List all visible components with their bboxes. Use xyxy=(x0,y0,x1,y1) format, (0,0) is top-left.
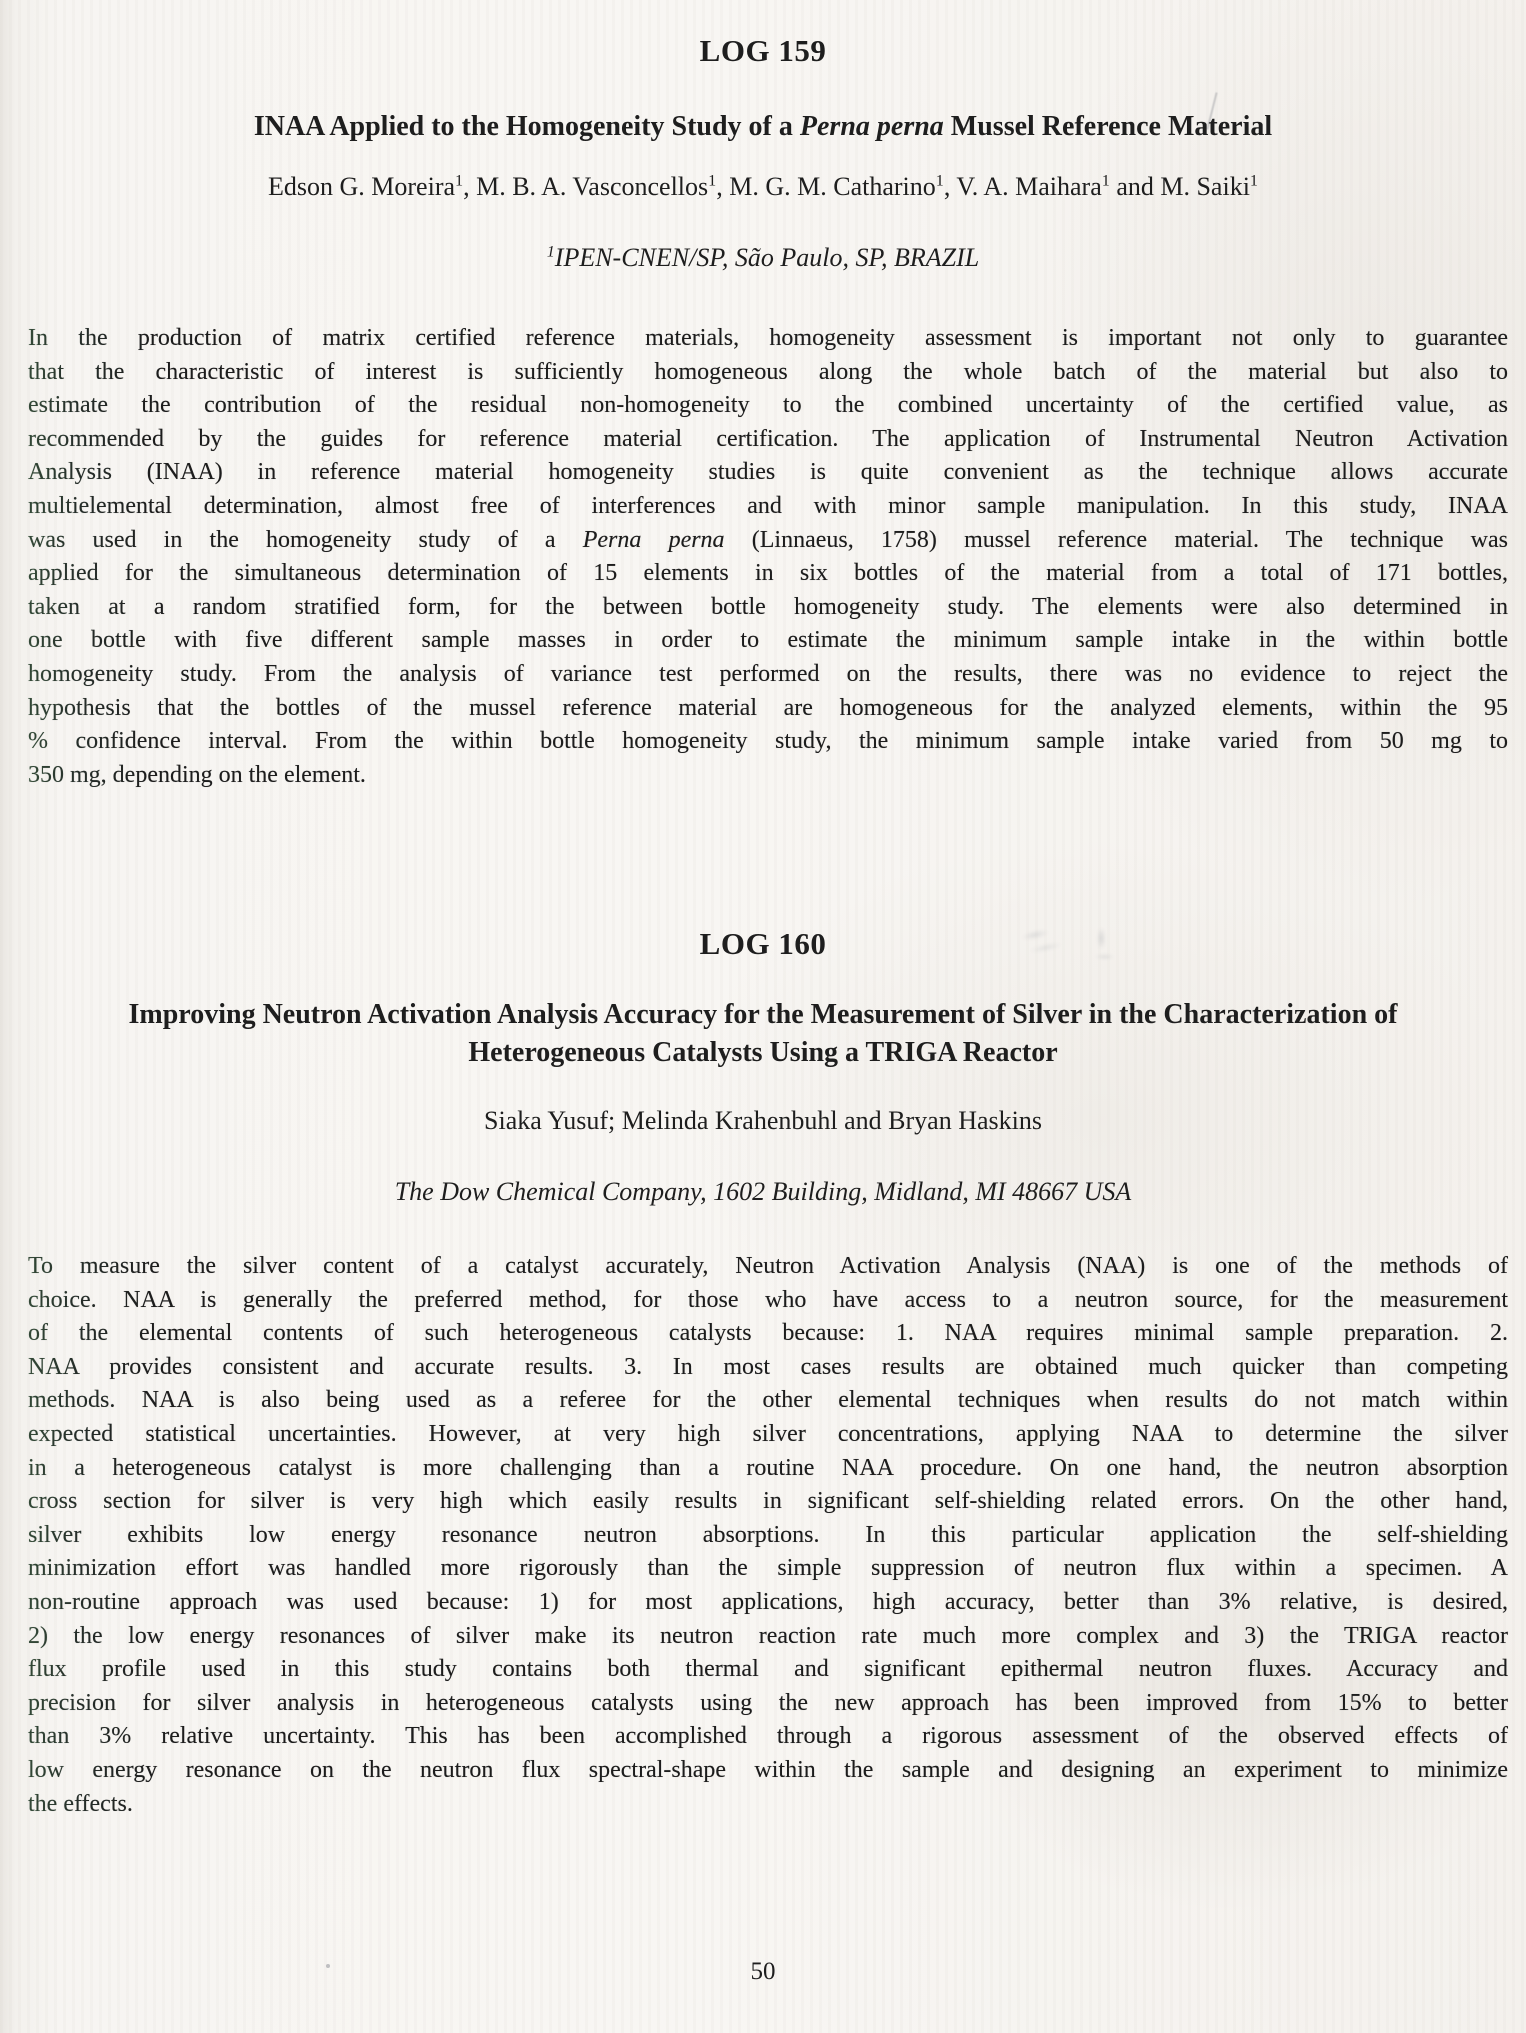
text-line: recommended by the guides for reference material certification. The application of Instrumental Neutron Activation xyxy=(28,423,1508,457)
text-line: taken at a random stratified form, for the between bottle homogeneity study. The elements were also determined in xyxy=(28,591,1508,625)
text-line: than 3% relative uncertainty. This has been accomplished through a rigorous assessment of the observed effects of xyxy=(28,1720,1508,1754)
abstract-title xyxy=(0,108,1526,146)
abstract-body xyxy=(28,322,1508,792)
text-line: choice. NAA is generally the preferred method, for those who have access to a neutron source, for the measurement xyxy=(28,1284,1508,1318)
text-line: minimization effort was handled more rigorously than the simple suppression of neutron flux within a specimen. A xyxy=(28,1552,1508,1586)
abstract-body xyxy=(28,1250,1508,1821)
log-number: LOG 159 xyxy=(699,33,827,68)
text-line: Heterogeneous Catalysts Using a TRIGA Reactor xyxy=(468,1037,1058,1068)
page-number: 50 xyxy=(750,1958,776,1985)
text-line: silver exhibits low energy resonance neutron absorptions. In this particular application the self-shielding xyxy=(28,1519,1508,1553)
text-line: in a heterogeneous catalyst is more challenging than a routine NAA procedure. On one hand, the neutron absorption xyxy=(28,1452,1508,1486)
text-line: In the production of matrix certified reference materials, homogeneity assessment is important not only to guarantee xyxy=(28,322,1508,356)
text-line: non-routine approach was used because: 1) for most applications, high accuracy, better than 3% relative, is desired, xyxy=(28,1586,1508,1620)
authors-line: Siaka Yusuf; Melinda Krahenbuhl and Bryan Haskins xyxy=(484,1106,1042,1135)
text-line: multielemental determination, almost free of interferences and with minor sample manipulation. In this study, INAA xyxy=(28,490,1508,524)
text-line: the effects. xyxy=(28,1788,1508,1822)
text-line: low energy resonance on the neutron flux spectral-shape within the sample and designing an experiment to minimize xyxy=(28,1754,1508,1788)
text-line: applied for the simultaneous determination of 15 elements in six bottles of the material from a total of 171 bottles, xyxy=(28,557,1508,591)
text-line: 350 mg, depending on the element. xyxy=(28,759,1508,793)
text-line: estimate the contribution of the residual non-homogeneity to the combined uncertainty of the certified value, as xyxy=(28,389,1508,423)
text-line: cross section for silver is very high which easily results in significant self-shielding related errors. On the other hand, xyxy=(28,1485,1508,1519)
text-line: hypothesis that the bottles of the mussel reference material are homogeneous for the analyzed elements, within the 95 xyxy=(28,692,1508,726)
text-line: of the elemental contents of such heterogeneous catalysts because: 1. NAA requires minimal sample preparation. 2. xyxy=(28,1317,1508,1351)
text-line: precision for silver analysis in heterogeneous catalysts using the new approach has been improved from 15% to better xyxy=(28,1687,1508,1721)
text-line: Analysis (INAA) in reference material homogeneity studies is quite convenient as the technique allows accurate xyxy=(28,456,1508,490)
text-line: 2) the low energy resonances of silver make its neutron reaction rate much more complex and 3) the TRIGA reactor xyxy=(28,1620,1508,1654)
text-line: INAA Applied to the Homogeneity Study of a Perna perna Mussel Reference Material xyxy=(253,111,1273,142)
text-line: methods. NAA is also being used as a referee for the other elemental techniques when results do not match within xyxy=(28,1384,1508,1418)
text-line: was used in the homogeneity study of a Perna perna (Linnaeus, 1758) mussel reference material. The technique was xyxy=(28,524,1508,558)
text-line: that the characteristic of interest is sufficiently homogeneous along the whole batch of the material but also to xyxy=(28,356,1508,390)
log-number: LOG 160 xyxy=(699,926,827,961)
authors-line: Edson G. Moreira$^1$, M. B. A. Vasconcellos$^1$, M. G. M. Catharino$^1$, V. A. Maihara$^1$ and M. Saiki$^1$ xyxy=(268,172,1258,201)
abstract-title xyxy=(0,996,1526,1072)
text-line: % confidence interval. From the within bottle homogeneity study, the minimum sample intake varied from 50 mg to xyxy=(28,725,1508,759)
text-line: Improving Neutron Activation Analysis Accuracy for the Measurement of Silver in the Characterization of xyxy=(128,999,1398,1030)
text-line: one bottle with five different sample masses in order to estimate the minimum sample intake in the within bottle xyxy=(28,624,1508,658)
text-line: To measure the silver content of a catalyst accurately, Neutron Activation Analysis (NAA) is one of the methods of xyxy=(28,1250,1508,1284)
text-line: NAA provides consistent and accurate results. 3. In most cases results are obtained much quicker than competing xyxy=(28,1351,1508,1385)
text-line: flux profile used in this study contains both thermal and significant epithermal neutron fluxes. Accuracy and xyxy=(28,1653,1508,1687)
text-line: homogeneity study. From the analysis of variance test performed on the results, there was no evidence to reject the xyxy=(28,658,1508,692)
text-line: expected statistical uncertainties. However, at very high silver concentrations, applying NAA to determine the silver xyxy=(28,1418,1508,1452)
affiliation-line: $^1$IPEN-CNEN/SP, São Paulo, SP, BRAZIL xyxy=(546,243,980,272)
affiliation-line: The Dow Chemical Company, 1602 Building, Midland, MI 48667 USA xyxy=(394,1177,1132,1206)
